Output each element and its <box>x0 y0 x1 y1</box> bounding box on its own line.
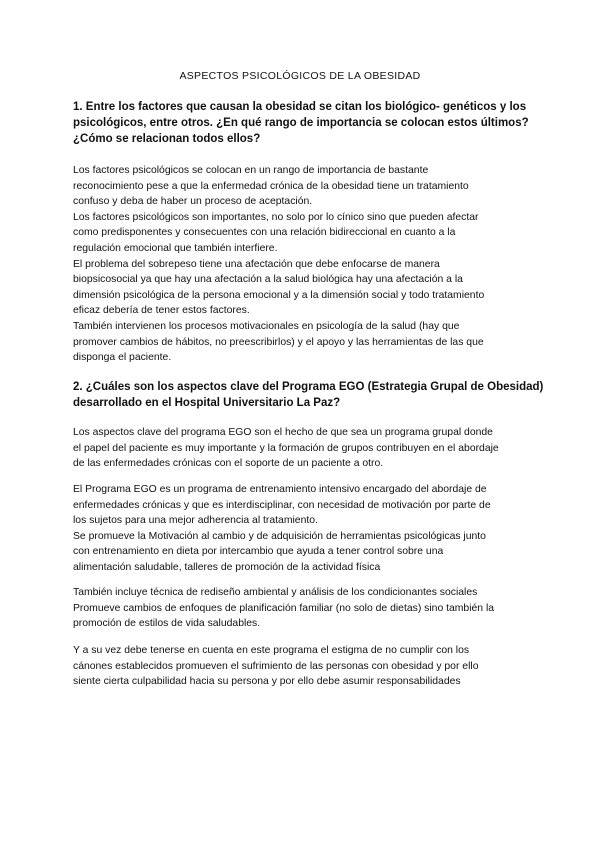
answer-1-line: disponga el paciente. <box>73 352 172 364</box>
answer-1-line: promover cambios de hábitos, no preescribirlos) y el apoyo y las herramientas de las que <box>73 336 484 348</box>
question-1 <box>73 99 533 147</box>
answer-1-line: El problema del sobrepeso tiene una afectación que debe enfocarse de manera <box>73 258 440 270</box>
answer-2-line: cánones establecidos promueven el sufrimiento de las personas con obesidad y por ello <box>73 660 479 672</box>
answer-1-line: Los factores psicológicos son importantes, no solo por lo cínico sino que pueden afectar <box>73 211 479 223</box>
answer-1-line: reconocimiento pese a que la enfermedad crónica de la obesidad tiene un tratamiento <box>73 180 469 192</box>
question-1-line: 1. Entre los factores que causan la obesidad se citan los biológico- genéticos y los <box>73 101 527 113</box>
question-1-line: psicológicos, entre otros. ¿En qué rango de importancia se colocan estos últimos? <box>73 117 529 129</box>
answer-2-paragraph-3 <box>73 585 535 632</box>
answer-2-paragraph-1 <box>73 425 535 472</box>
answer-1-line: dimensión psicológica de la persona emocional y a la dimensión social y todo tratamiento <box>73 289 485 301</box>
question-2 <box>73 379 544 411</box>
answer-2-paragraph-2 <box>73 482 535 576</box>
answer-2-line: enfermedades crónicas y que es interdisciplinar, con necesidad de motivación por parte de <box>73 499 491 511</box>
question-2-line: desarrollado en el Hospital Universitario La Paz? <box>73 397 341 409</box>
question-1-line: ¿Cómo se relacionan todos ellos? <box>73 133 261 145</box>
answer-2-line: los sujetos para una mejor adherencia al tratamiento. <box>73 515 318 527</box>
answer-2-line: el papel del paciente es muy importante y la formación de grupos contribuyen en el abordaje <box>73 442 499 454</box>
answer-2-line: promoción de estilos de vida saludables. <box>73 618 261 630</box>
answer-1-paragraph <box>73 163 535 366</box>
answer-1-line: confuso y deba de haber un proceso de aceptación. <box>73 196 313 208</box>
answer-1-line: regulación emocional que también interfiere. <box>73 242 278 254</box>
answer-2-line: También incluye técnica de rediseño ambiental y análisis de los condicionantes sociales <box>73 587 478 598</box>
answer-1-line: Los factores psicológicos se colocan en un rango de importancia de bastante <box>73 165 429 176</box>
answer-2-line: Se promueve la Motivación al cambio y de adquisición de herramientas psicológicas junto <box>73 530 486 542</box>
answer-2-line: El Programa EGO es un programa de entrenamiento intensivo encargado del abordaje de <box>73 484 487 495</box>
question-2-line: 2. ¿Cuáles son los aspectos clave del Programa EGO (Estrategia Grupal de Obesidad) <box>73 381 544 393</box>
answer-1-line: como predisponentes y consecuentes con una relación bidireccional en cuanto a la <box>73 227 456 239</box>
answer-1-line: eficaz debería de tener estos factores. <box>73 305 250 317</box>
document-title: ASPECTOS PSICOLÓGICOS DE LA OBESIDAD <box>179 70 421 82</box>
answer-2-line: de las enfermedades crónicas con el soporte de un paciente a otro. <box>73 458 384 470</box>
answer-1-line: biopsicosocial ya que hay una afectación a la salud biológica hay una afectación a la <box>73 274 463 286</box>
answer-2-line: Los aspectos clave del programa EGO son el hecho de que sea un programa grupal donde <box>73 427 493 438</box>
answer-2-line: con entrenamiento en dieta por intercambio que ayuda a tener control sobre una <box>73 546 444 558</box>
answer-2-line: siente cierta culpabilidad hacia su persona y por ello debe asumir responsabilidades <box>73 676 461 688</box>
answer-1-line: También intervienen los procesos motivacionales en psicología de la salud (hay que <box>73 320 460 332</box>
answer-2-line: alimentación saludable, talleres de promoción de la actividad física <box>73 561 381 573</box>
answer-2-paragraph-4 <box>73 643 535 690</box>
answer-2-line: Y a su vez debe tenerse en cuenta en este programa el estigma de no cumplir con los <box>73 645 470 656</box>
answer-2-line: Promueve cambios de enfoques de planificación familiar (no solo de dietas) sino también la <box>73 602 495 614</box>
